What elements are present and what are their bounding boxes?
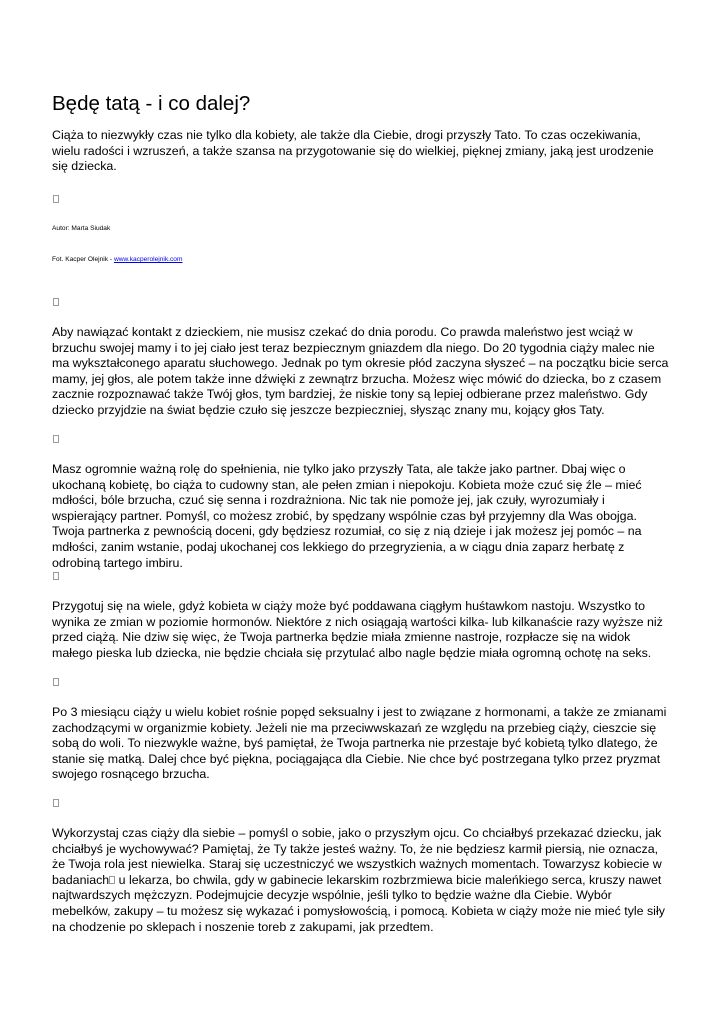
photo-credit-link[interactable]: www.kacperolejnik.com	[113, 256, 183, 263]
missing-image-placeholder-icon	[53, 678, 59, 686]
paragraph-fatherhood-part2: u lekarza, bo chwila, gdy w gabinecie lekarskim rozbrzmiewa bicie maleńkiego serca, kruszy nawet najtwardszych mężczyzn. Podejmujcie decyzje wspólnie, jeśli tylko to będzie ważne dla Ciebie. Wybór mebelków, zakupy – tu możesz się wykazać i pomysłowością, i pomocą. Kobieta w ciąży może nie mieć tyle siły na chodzenie po sklepach i noszenie toreb z zakupami, jak przedtem.	[52, 872, 665, 934]
paragraph-partner: Masz ogromnie ważną rolę do spełnienia, nie tylko jako przyszły Tata, ale także jako partner. Dbaj więc o ukochaną kobietę, bo ciąża to cudowny stan, ale pełen zmian i niepokoju. Kobieta może czuć się źle – mieć mdłości, bóle brzucha, czuć się senna i rozdrażniona. Nic tak nie pomoże jej, jak czuły, wyrozumiały i wspierający partner. Pomyśl, co możesz zrobić, by spędzany wspólnie czas był przyjemny dla Was obojga. Twoja partnerka z pewnością doceni, gdy będziesz rozumiał, co się z nią dzieje i jak możesz jej pomóc – na mdłości, zanim wstanie, podaj ukochanej cos lekkiego do przegryzienia, a w ciągu dnia zaparz herbatę z odrobiną tartego imbiru.	[52, 462, 642, 570]
paragraph-intimacy: Po 3 miesiącu ciąży u wielu kobiet rośnie popęd seksualny i jest to związane z hormonami, a także ze zmianami zachodzącymi w organizmie kobiety. Jeżeli nie ma przeciwwskazań ze względu na przebieg ciąży, cieszcie się sobą do woli. To niezwykle ważne, byś pamiętał, że Twoja partnerka nie przestaje być kobietą tylko dlatego, że stanie się matką. Dalej chce być piękna, pociągająca dla Ciebie. Nie chce być postrzegana tylko przez pryzmat swojego rosnącego brzucha.	[52, 705, 667, 782]
missing-image-placeholder-icon	[53, 799, 59, 807]
missing-image-placeholder-icon	[53, 435, 59, 443]
article-title: Będę tatą - i co dalej?	[52, 92, 251, 115]
missing-image-placeholder-icon	[53, 195, 59, 203]
paragraph-fatherhood-part1: Wykorzystaj czas ciąży dla siebie – pomyśl o sobie, jako o przyszłym ojcu. Co chciałbyś przekazać dziecku, jak chciałbyś je wychowywać? Pamiętaj, że Ty także jesteś ważny. To, że nie będziesz karmił piersią, nie oznacza, że Twoja rola jest niewielka. Staraj się uczestniczyć we wszystkich ważnych momentach. Towarzysz kobiecie w badaniach	[52, 826, 662, 887]
intro-paragraph: Ciąża to niezwykły czas nie tylko dla kobiety, ale także dla Ciebie, drogi przyszły Tato. To czas oczekiwania, wielu radości i wzruszeń, a także szansa na przygotowanie się do wielkiej, pięknej zmiany, jaką jest urodzenie się dziecka.	[52, 128, 654, 174]
missing-image-placeholder-icon	[53, 572, 59, 580]
photo-credit	[52, 256, 182, 264]
paragraph-mood: Przygotuj się na wiele, gdyż kobieta w ciąży może być poddawana ciągłym huśtawkom nastoju. Wszystko to wynika ze zmian w poziomie hormonów. Niektóre z nich osiągają wartości kilka- lub kilkanaście razy wyższe niż przed ciążą. Nie dziw się więc, że Twoja partnerka będzie miała zmienne nastroje, rozpłacze się na widok małego pieska lub dziecka, nie będzie chciała się przytulać albo nagle będzie miała ogromną ochotę na seks.	[52, 599, 663, 660]
photo-credit-prefix: Fot. Kacper Olejnik -	[52, 256, 114, 263]
missing-image-placeholder-icon	[53, 298, 59, 306]
author-line: Autor: Marta Siudak	[52, 225, 111, 232]
paragraph-contact: Aby nawiązać kontakt z dzieckiem, nie musisz czekać do dnia porodu. Co prawda maleństwo jest wciąż w brzuchu swojej mamy i to jej ciało jest teraz bezpiecznym gniazdem dla niego. Do 20 tygodnia ciąży malec nie ma wykształconego aparatu słuchowego. Jednak po tym okresie płód zaczyna słyszeć – na początku bicie serca mamy, jej głos, ale potem także inne dźwięki z zewnątrz brzucha. Możesz więc mówić do dziecka, bo z czasem zacznie rozpoznawać także Twój głos, tym bardziej, że niskie tony są lepiej odbierane przez maleństwo. Gdy dziecko przyjdzie na świat będzie czuło się jeszcze bezpieczniej, słysząc znany mu, kojący głos Taty.	[52, 325, 669, 417]
paragraph-fatherhood	[52, 826, 672, 935]
